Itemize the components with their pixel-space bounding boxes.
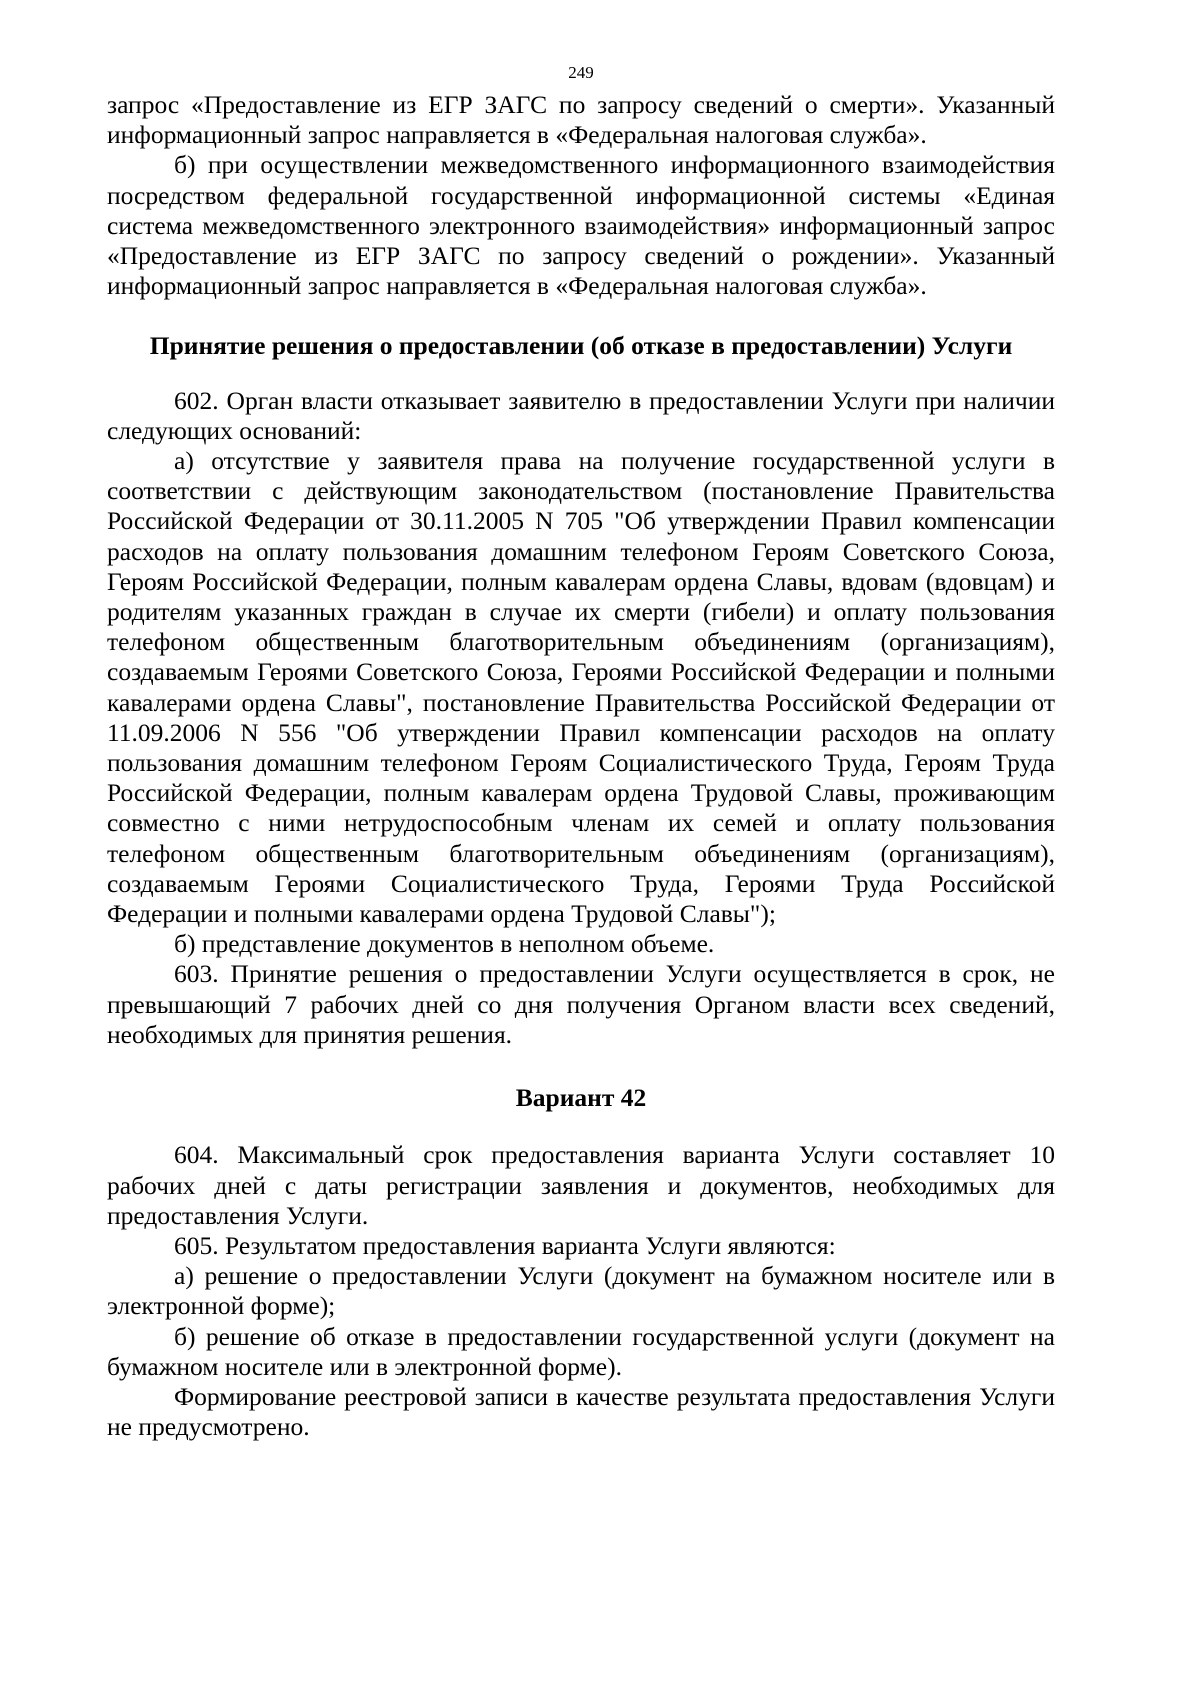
paragraph-602: 602. Орган власти отказывает заявителю в предоставлении Услуги при наличии следующих оснований: [107,385,1055,445]
document-page [107,62,1055,1442]
spacer [107,1050,1055,1083]
spacer [107,362,1055,386]
paragraph-605-item-b: б) решение об отказе в предоставлении государственной услуги (документ на бумажном носителе или в электронной форме). [107,1321,1055,1381]
paragraph-602-item-a: а) отсутствие у заявителя права на получение государственной услуги в соответствии с действующим законодательством (постановление Правительства Российской Федерации от 30.11.2005 N 705 "Об утверждении Правил компенсации расходов на оплату пользования домашним телефоном Героям Советского Союза, Героям Российской Федерации, полным кавалерам ордена Славы, вдовам (вдовцам) и родителям указанных граждан в случае их смерти (гибели) и оплату пользования телефоном общественным благотворительным объединениям (организациям), создаваемым Героями Советского Союза, Героями Российской Федерации и полными кавалерами ордена Славы", постановление Правительства Российской Федерации от 11.09.2006 N 556 "Об утверждении Правил компенсации расходов на оплату пользования домашним телефоном Героям Социалистического Труда, Героям Труда Российской Федерации, полным кавалерам ордена Трудовой Славы, проживающим совместно с ними нетрудоспособным членам их семей и оплату пользования телефоном общественным благотворительным объединениям (организациям), создаваемым Героями Социалистического Труда, Героями Труда Российской Федерации и полными кавалерами ордена Трудовой Славы"); [107,446,1055,929]
section-heading: Принятие решения о предоставлении (об отказе в предоставлении) Услуги [149,331,1013,361]
page-number: 249 [568,63,594,82]
variant-heading: Вариант 42 [515,1083,647,1113]
spacer [107,301,1055,331]
paragraph-602-item-b: б) представление документов в неполном объеме. [174,929,715,959]
paragraph-604: 604. Максимальный срок предоставления варианта Услуги составляет 10 рабочих дней с даты регистрации заявления и документов, необходимых для предоставления Услуги. [107,1140,1055,1230]
spacer [107,1113,1055,1140]
paragraph-605-item-a: а) решение о предоставлении Услуги (документ на бумажном носителе или в электронной форме); [107,1261,1055,1321]
paragraph-continuation: запрос «Предоставление из ЕГР ЗАГС по запросу сведений о смерти». Указанный информационный запрос направляется в «Федеральная налоговая служба». [107,90,1055,150]
paragraph-item-b-interaction: б) при осуществлении межведомственного информационного взаимодействия посредством федеральной государственной информационной системы «Единая система межведомственного электронного взаимодействия» информационный запрос «Предоставление из ЕГР ЗАГС по запросу сведений о рождении». Указанный информационный запрос направляется в «Федеральная налоговая служба». [107,150,1055,301]
paragraph-registry-record: Формирование реестровой записи в качестве результата предоставления Услуги не предусмотрено. [107,1381,1055,1442]
paragraph-605: 605. Результатом предоставления варианта Услуги являются: [174,1230,836,1260]
paragraph-603: 603. Принятие решения о предоставлении Услуги осуществляется в срок, не превышающий 7 рабочих дней со дня получения Органом власти всех сведений, необходимых для принятия решения. [107,959,1055,1049]
